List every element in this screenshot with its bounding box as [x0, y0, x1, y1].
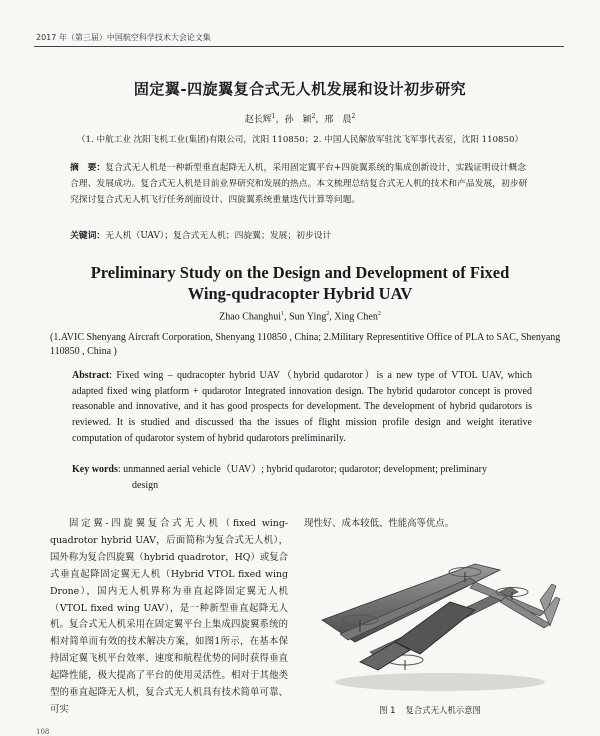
body-paragraph-right: 现性好、成本较低、性能高等优点。: [304, 518, 455, 529]
chinese-title: 固定翼-四旋翼复合式无人机发展和设计初步研究: [133, 80, 467, 98]
english-keywords: [72, 462, 532, 493]
running-header: 2017 年（第三届）中国航空科学技术大会论文集: [36, 33, 211, 42]
abstract-text: : Fixed wing – qudracopter hybrid UAV（hybrid qudarotor）is a new type of VTOL UAV, which adapted fixed wing platform + qudarotor Integrated innovation design. The hybrid qudarotor concept is proved reasonable and innovative, and it has good prospects for development. The development of hybrid qudarotors is reviewed. It is studied and discussed tha the issues of flight mission profile design and weight iterative computation of qudarotor system of hybrid qudarotors preliminarily.: [72, 370, 532, 444]
author-name: Xing Chen: [334, 311, 378, 323]
english-abstract: [72, 368, 532, 447]
author-name: 邢 晨: [324, 115, 352, 125]
keywords-continuation: design: [132, 479, 159, 491]
body-paragraph-left: 固定翼-四旋翼复合式无人机（fixed wing-quadrotor hybrid UAV，后面简称为复合式无人机），国外称为复合四旋翼（hybrid quadrotor，HQ）或复合式垂直起降固定翼无人机（Hybrid VTOL fixed wing Drone），国内无人机界称为垂直起降固定翼无人机（VTOL fixed wing UAV），是一种新型垂直起降无人机。复合式无人机采用在固定翼平台上集成四旋翼系统的相对简单而有效的技术解决方案，如图1所示，在基本保持固定翼飞机平台效率、速度和航程优势的同时获得垂直起降性能，极大提高了平台的使用灵活性。相对于其他类型的垂直起降无人机，复合式无人机具有技术简单可靠、可实: [50, 518, 288, 715]
author-affil-mark: 2: [351, 113, 356, 120]
author-name: 赵长辉: [244, 115, 272, 125]
abstract-label: 摘 要：: [70, 163, 106, 173]
author-affil-mark: 2: [377, 311, 381, 317]
abstract-label: Abstract: [72, 370, 110, 381]
keywords-label: Key words: [72, 464, 118, 475]
english-title-line: Preliminary Study on the Design and Development of Fixed: [90, 263, 510, 282]
english-title: [0, 262, 600, 304]
chinese-keywords: [70, 228, 530, 241]
english-affiliation: (1.AVIC Shenyang Aircraft Corporation, Shenyang 110850 , China; 2.Military Representitive Office of PLA to SAC, Shenyang 110850 , China ): [50, 332, 561, 357]
author-name: 孙 颖: [284, 115, 312, 125]
uav-illustration: [300, 542, 570, 697]
author-separator: ，: [315, 115, 325, 125]
page-number: 108: [36, 728, 50, 736]
author-separator: ,: [329, 311, 335, 323]
author-separator: ,: [284, 311, 290, 323]
author-name: Sun Ying: [289, 311, 327, 323]
chinese-abstract: [70, 160, 530, 208]
keywords-text: : unmanned aerial vehicle（UAV）; hybrid qudarotor; qudarotor; development; preliminary: [117, 464, 488, 475]
chinese-affiliation: （1. 中航工业 沈阳飞机工业(集团)有限公司，沈阳 110850；2. 中国人民解放军驻沈飞军事代表室，沈阳 110850）: [76, 135, 524, 145]
keywords-label: 关键词：: [70, 231, 106, 241]
header-rule: [34, 46, 564, 47]
figure-caption: [300, 704, 570, 716]
keywords-text: 无人机（UAV）；复合式无人机；四旋翼；发展；初步设计: [105, 231, 332, 241]
author-affil-mark: 2: [326, 311, 330, 317]
english-title-line: Wing-qudracopter Hybrid UAV: [187, 284, 413, 303]
english-authors: [0, 311, 600, 322]
author-affil-mark: 2: [311, 113, 316, 120]
figure-caption-text: 复合式无人机示意图: [405, 705, 481, 715]
author-affil-mark: 1: [271, 113, 276, 120]
uav-drawing: [300, 542, 570, 697]
chinese-authors: [0, 112, 600, 125]
figure-label: 图 1: [379, 705, 396, 715]
author-affil-mark: 1: [281, 311, 285, 317]
author-separator: ，: [275, 115, 285, 125]
author-name: Zhao Changhui: [219, 311, 282, 323]
abstract-text: 复合式无人机是一种新型垂直起降无人机，采用固定翼平台+四旋翼系统的集成创新设计，实践证明设计概念合理、发展成功。复合式无人机是目前业界研究和发展的热点。本文梳理总结复合式无人机的技术和产品发展，初步研究探讨复合式无人机飞行任务剖面设计、四旋翼系统重量迭代计算等问题。: [70, 163, 528, 205]
